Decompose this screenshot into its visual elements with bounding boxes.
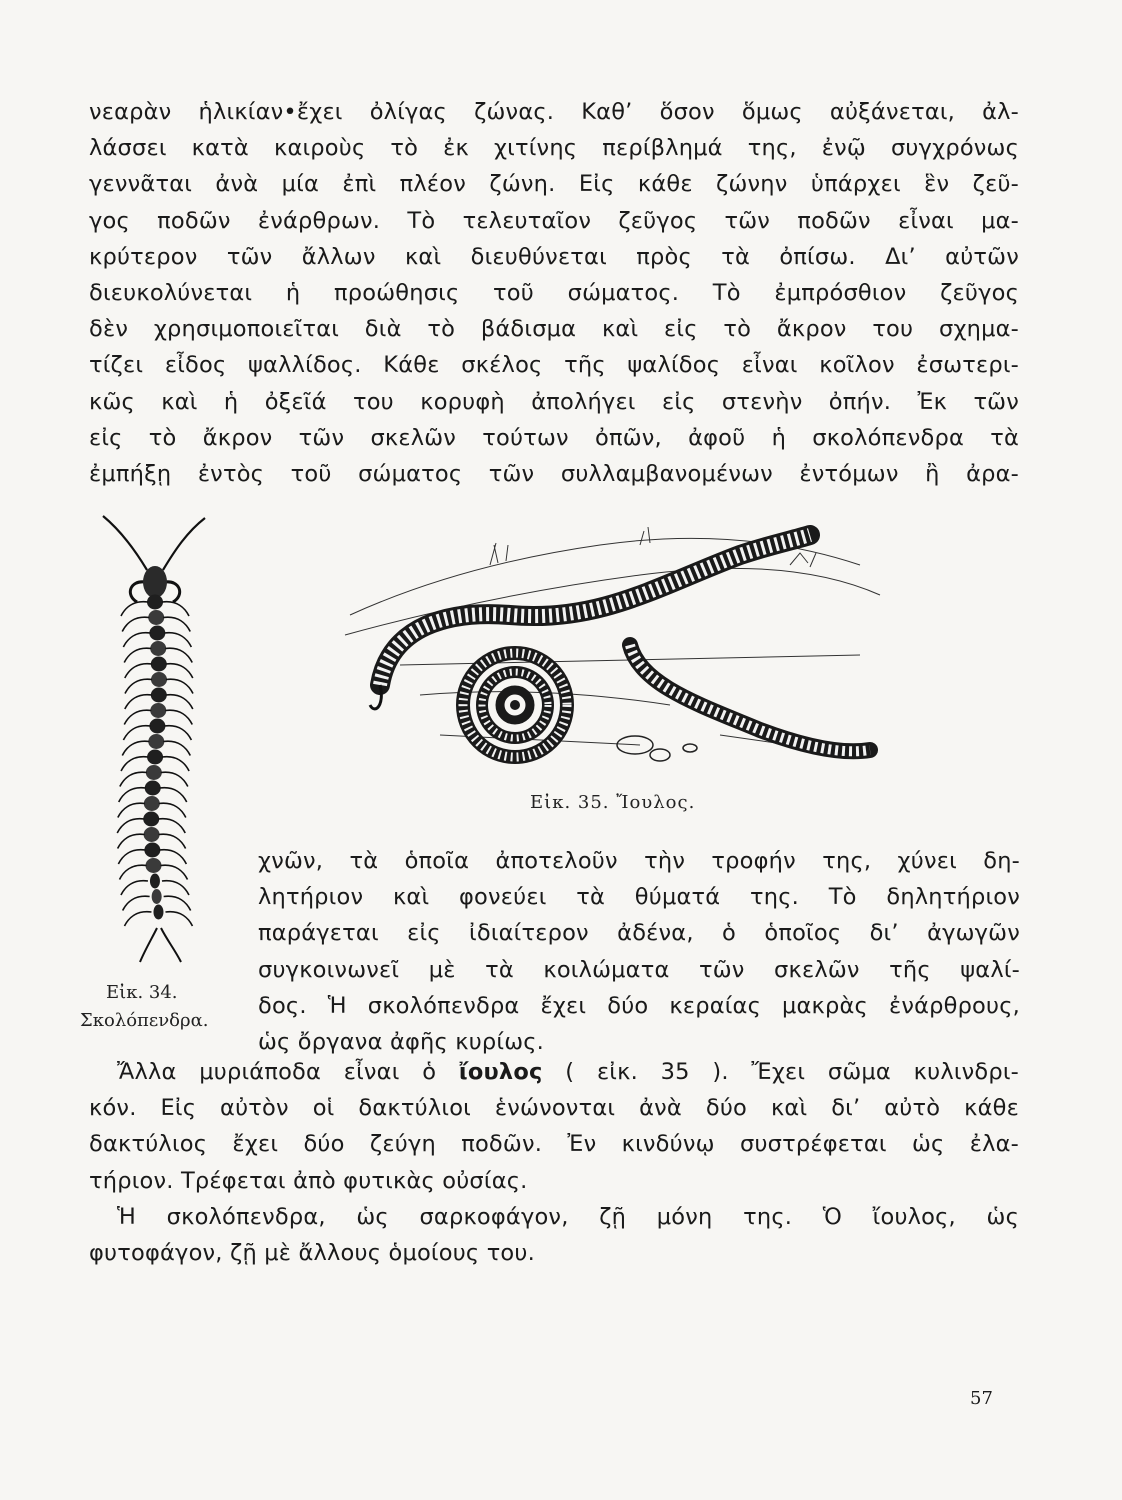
figure-34-label: Εἰκ. 34. bbox=[106, 982, 178, 1003]
centipede-body bbox=[117, 595, 193, 927]
centipede-leg bbox=[124, 648, 151, 662]
centipede-leg bbox=[164, 896, 191, 910]
centipede-segment bbox=[151, 688, 167, 703]
centipede-leg bbox=[162, 881, 189, 895]
text-line: λάσσει κατὰ καιροὺς τὸ ἐκ χιτίνης περίβλημά της, ἐνῷ συγχρόνως bbox=[89, 135, 1019, 162]
figure-34-caption: Σκολόπενδρα. bbox=[80, 1010, 209, 1031]
centipede-segment bbox=[144, 796, 160, 811]
centipede-leg bbox=[166, 664, 193, 678]
centipede-segment bbox=[150, 641, 166, 656]
centipede-leg bbox=[118, 803, 145, 817]
text-line: γεννᾶται ἀνὰ μία ἐπὶ πλέον ζώνη. Εἰς κάθε ζώνην ὑπάρχει ἓν ζεῦ- bbox=[89, 171, 1019, 198]
middle-paragraph bbox=[258, 843, 1020, 1060]
centipede-leg bbox=[125, 695, 152, 709]
centipede-leg bbox=[165, 710, 192, 724]
centipede-leg bbox=[117, 819, 144, 833]
text-line: χνῶν, τὰ ὁποῖα ἀποτελοῦν τὴν τροφήν της, χύνει δη- bbox=[258, 848, 1020, 874]
centipede-leg bbox=[119, 865, 146, 879]
text-line: συγκοινωνεῖ μὲ τὰ κοιλώματα τῶν σκελῶν τῆς ψαλί- bbox=[258, 956, 1020, 983]
centipede-segment bbox=[147, 595, 163, 610]
centipede-leg bbox=[123, 726, 150, 740]
centipede-segment bbox=[145, 858, 161, 873]
centipede-leg bbox=[123, 633, 150, 647]
centipede-segment bbox=[149, 626, 165, 641]
text-fragment: ( εἰκ. 35 ). Ἔχει σῶμα κυλινδρι- bbox=[542, 1059, 1020, 1085]
centipede-leg bbox=[166, 695, 193, 709]
centipede-leg bbox=[161, 772, 188, 786]
text-line: τήριον. Τρέφεται ἀπὸ φυτικὰς οὐσίας. bbox=[89, 1167, 528, 1194]
centipede-leg bbox=[164, 726, 191, 740]
term-ioulos: ἴουλος bbox=[458, 1059, 543, 1085]
centipede-segment bbox=[145, 781, 161, 796]
centipede-leg bbox=[159, 803, 186, 817]
centipede-leg bbox=[159, 834, 186, 848]
centipede-leg bbox=[118, 850, 145, 864]
text-fragment: Ἄλλα μυριάποδα εἶναι ὁ bbox=[117, 1059, 459, 1085]
centipede-leg bbox=[158, 819, 185, 833]
centipede-leg bbox=[166, 679, 193, 693]
centipede-leg bbox=[120, 772, 147, 786]
text-line: ὡς ὄργανα ἀφῆς κυρίως. bbox=[258, 1028, 545, 1055]
centipede-leg bbox=[165, 648, 192, 662]
text-line: φυτοφάγον, ζῇ μὲ ἄλλους ὁμοίους του. bbox=[89, 1239, 535, 1266]
top-paragraph bbox=[89, 94, 1019, 492]
centipede-segment bbox=[151, 657, 167, 672]
centipede-leg bbox=[118, 834, 145, 848]
centipede-leg bbox=[124, 912, 151, 926]
centipede-leg bbox=[121, 881, 148, 895]
centipede-leg bbox=[122, 617, 149, 631]
centipede-leg bbox=[123, 896, 150, 910]
centipede-segment bbox=[152, 889, 162, 904]
centipede-segment bbox=[148, 610, 164, 625]
text-line: κρύτερον τῶν ἄλλων καὶ διευθύνεται πρὸς τὰ ὀπίσω. Δι’ αὐτῶν bbox=[89, 243, 1019, 270]
text-line: παράγεται εἰς ἰδιαίτερον ἀδένα, ὁ ὁποῖος δι’ ἀγωγῶν bbox=[258, 920, 1020, 947]
centipede-segment bbox=[149, 719, 165, 734]
page-number: 57 bbox=[970, 1388, 993, 1409]
centipede-segment bbox=[146, 765, 162, 780]
text-line: δακτύλιος ἔχει δύο ζεύγη ποδῶν. Ἐν κινδύνῳ συστρέφεται ὡς ἐλα- bbox=[89, 1131, 1019, 1158]
centipede-leg bbox=[163, 741, 190, 755]
text-line: ἐμπήξῃ ἐντὸς τοῦ σώματος τῶν συλλαμβανομένων ἐντόμων ἢ ἀρα- bbox=[89, 460, 1019, 487]
centipede-segment bbox=[150, 703, 166, 718]
centipede-segment bbox=[147, 750, 163, 765]
text-line: γος ποδῶν ἐνάρθρων. Τὸ τελευταῖον ζεῦγος τῶν ποδῶν εἶναι μα- bbox=[89, 207, 1019, 234]
centipede-leg bbox=[125, 679, 152, 693]
centipede-segment bbox=[143, 812, 159, 827]
text-line: κόν. Εἰς αὐτὸν οἱ δακτύλιοι ἑνώνονται ἀνὰ δύο καὶ δι’ αὐτὸ κάθε bbox=[89, 1095, 1019, 1122]
text-line: τίζει εἶδος ψαλλίδος. Κάθε σκέλος τῆς ψαλίδος εἶναι κοῖλον ἐσωτερι- bbox=[89, 352, 1019, 379]
centipede-leg bbox=[160, 788, 187, 802]
text-line: λητήριον καὶ φονεύει τὰ θύματά της. Τὸ δηλητήριον bbox=[258, 884, 1020, 911]
centipede-segment bbox=[144, 827, 160, 842]
bottom-paragraph bbox=[89, 1054, 1019, 1271]
centipede-leg bbox=[125, 664, 152, 678]
centipede-leg bbox=[124, 710, 151, 724]
text-line: Ἡ σκολόπενδρα, ὡς σαρκοφάγον, ζῇ μόνη της. Ὁ ἴουλος, ὡς bbox=[117, 1203, 1019, 1230]
text-line: διευκολύνεται ἡ προώθησις τοῦ σώματος. Τὸ ἐμπρόσθιον ζεῦγος bbox=[89, 279, 1019, 306]
text-line: εἰς τὸ ἄκρον τῶν σκελῶν τούτων ὀπῶν, ἀφοῦ ἡ σκολόπενδρα τὰ bbox=[89, 424, 1019, 451]
centipede-leg bbox=[162, 602, 189, 616]
centipede-leg bbox=[122, 741, 149, 755]
centipede-leg bbox=[165, 912, 192, 926]
centipede-leg bbox=[162, 757, 189, 771]
centipede-leg bbox=[121, 757, 148, 771]
centipede-leg bbox=[163, 617, 190, 631]
centipede-segment bbox=[148, 734, 164, 749]
centipede-leg bbox=[119, 788, 146, 802]
centipede-leg bbox=[159, 850, 186, 864]
text-line: κῶς καὶ ἡ ὀξεῖά του κορυφὴ ἀπολήγει εἰς στενὴν ὀπήν. Ἐκ τῶν bbox=[89, 388, 1019, 415]
centipede-segment bbox=[151, 672, 167, 687]
millipede-illustration bbox=[340, 505, 900, 790]
centipede-segment bbox=[144, 843, 160, 858]
text-line bbox=[89, 1054, 1019, 1090]
text-line: δος. Ἡ σκολόπενδρα ἔχει δύο κεραίας μακρὰς ἐνάρθρους, bbox=[258, 992, 1020, 1019]
centipede-leg bbox=[121, 602, 148, 616]
figure-35-caption: Εἰκ. 35. Ἴουλος. bbox=[530, 792, 696, 813]
ground-hatching bbox=[345, 527, 880, 755]
centipede-leg bbox=[164, 633, 191, 647]
centipede-segment bbox=[153, 905, 163, 920]
centipede-illustration bbox=[95, 510, 215, 965]
text-line: δὲν χρησιμοποιεῖται διὰ τὸ βάδισμα καὶ εἰς τὸ ἄκρον του σχημα- bbox=[89, 316, 1019, 343]
centipede-leg bbox=[160, 865, 187, 879]
centipede-segment bbox=[150, 874, 160, 889]
text-line: νεαρὰν ἡλικίαν•ἔχει ὀλίγας ζώνας. Καθ’ ὅσον ὅμως αὐξάνεται, ἀλ- bbox=[89, 99, 1019, 125]
